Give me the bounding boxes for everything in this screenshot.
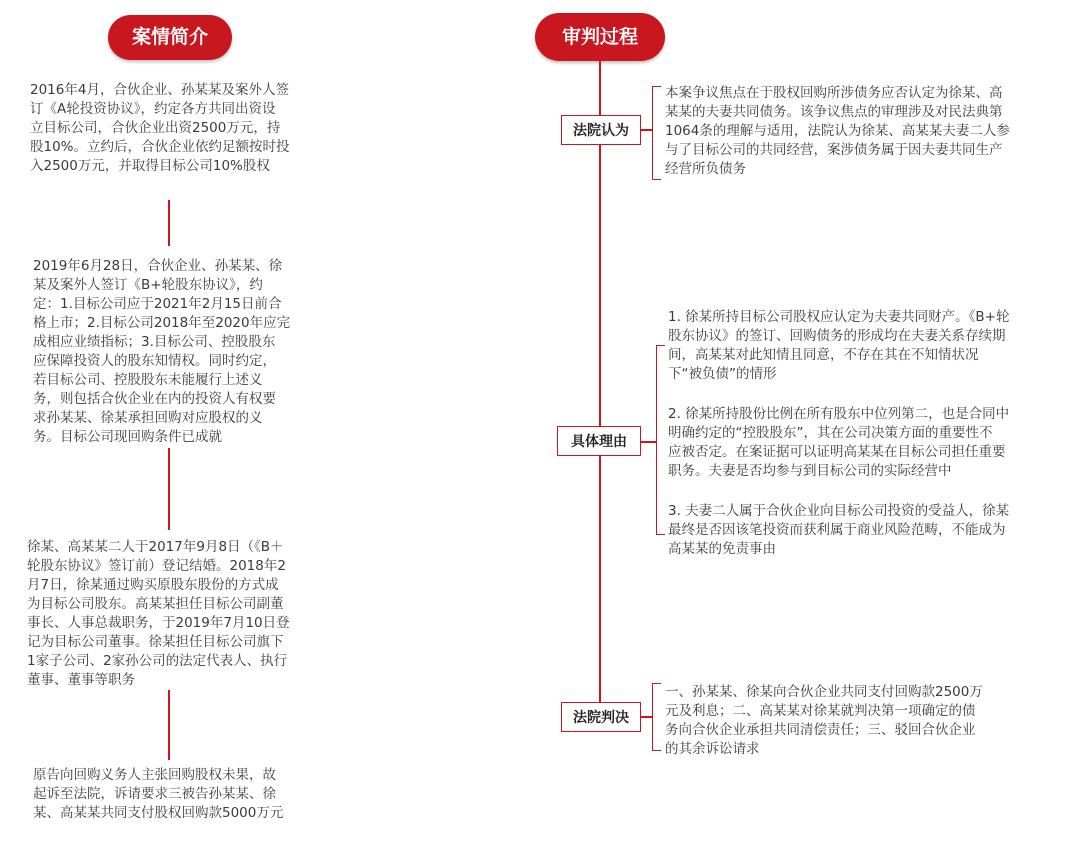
- court-opinion-text: 本案争议焦点在于股权回购所涉债务应否认定为徐某、高 某某的夫妻共同债务。该争议焦点的审理涉及对民法典第 1064条的理解与适用，法院认为徐某、高某某夫妻二人参 与了目标公司的共同经营，案涉债务属于因夫妻共同生产 经营所负债务: [665, 85, 1010, 177]
- left-connector-2: [168, 448, 170, 530]
- node3-brace: [652, 683, 661, 751]
- reason-item-2: 2. 徐某所持股份比例在所有股东中位列第二，也是合同中 明确约定的“控股股东”，其在公司决策方面的重要性不 应被否定。在案证据可以证明高某某在目标公司担任重要 职务。夫妻是否均参与到目标公司的实际经营中: [668, 406, 1010, 479]
- node-specific-reasons: 具体理由: [557, 426, 641, 456]
- left-connector-3: [168, 690, 170, 760]
- court-judgment-text: 一、孙某某、徐某向合伙企业共同支付回购款2500万 元及利息；二、高某某对徐某就判决第一项确定的债 务向合伙企业承担共同清偿责任；三、驳回合伙企业 的其余诉讼请求: [665, 684, 983, 757]
- left-paragraph-4: 原告向回购义务人主张回购股权未果，故 起诉至法院，诉请要求三被告孙某某、徐 某、高某某共同支付股权回购款5000万元: [33, 767, 284, 821]
- node1-brace: [652, 86, 661, 180]
- node3-connector: [640, 716, 652, 718]
- node-court-opinion: 法院认为: [561, 115, 641, 145]
- timeline-line: [599, 61, 601, 717]
- node1-connector: [640, 129, 652, 131]
- left-header: 案情简介: [108, 15, 232, 60]
- reason-item-1: 1. 徐某所持目标公司股权应认定为夫妻共同财产。《B+轮 股东协议》的签订、回购债务的形成均在夫妻关系存续期 间，高某某对此知情且同意，不存在其在不知情状况 下“被负债”的情形: [668, 309, 1010, 382]
- node-court-judgment: 法院判决: [561, 702, 641, 732]
- left-connector-1: [168, 200, 170, 246]
- right-header: 审判过程: [535, 13, 665, 61]
- left-paragraph-3: 徐某、高某某二人于2017年9月8日（《B＋ 轮股东协议》签订前）登记结婚。2018年2 月7日，徐某通过购买原股东股份的方式成 为目标公司股东。高某某担任目标公司副董 事长、人事总裁职务，于2019年7月10日登 记为目标公司董事。徐某担任目标公司旗下 1家子公司、2家孙公司的法定代表人、执行 董事、董事等职务: [27, 539, 290, 688]
- node2-brace: [656, 345, 665, 535]
- reason-item-3: 3. 夫妻二人属于合伙企业向目标公司投资的受益人，徐某 最终是否因该笔投资而获利属于商业风险范畴，不能成为 高某某的免责事由: [668, 503, 1010, 557]
- left-paragraph-2: 2019年6月28日，合伙企业、孙某某、徐 某及案外人签订《B+轮股东协议》，约 定：1.目标公司应于2021年2月15日前合 格上市；2.目标公司2018年至2020年应完 成相应业绩指标；3.目标公司、控股股东 应保障投资人的股东知情权。同时约定， 若目标公司、控股股东未能履行上述义 务，则包括合伙企业在内的投资人有权要 求孙某某、徐某承担回购对应股权的义 务。目标公司现回购条件已成就: [33, 258, 291, 445]
- node2-connector: [640, 441, 656, 443]
- left-paragraph-1: 2016年4月，合伙企业、孙某某及案外人签 订《A轮投资协议》，约定各方共同出资设 立目标公司，合伙企业出资2500万元，持 股10%。立约后，合伙企业依约足额按时投 入2500万元，并取得目标公司10%股权: [30, 82, 290, 174]
